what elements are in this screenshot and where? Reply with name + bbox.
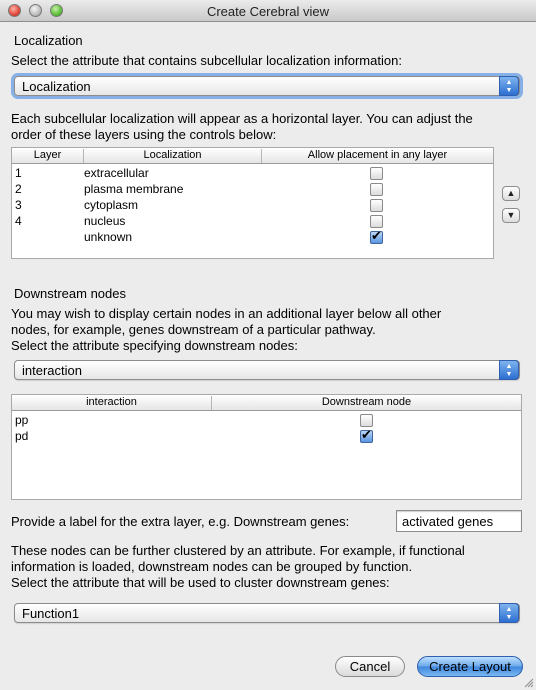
downstream-nodes-table[interactable] bbox=[11, 394, 522, 500]
cluster-attribute-select[interactable] bbox=[14, 603, 520, 623]
table-header bbox=[12, 395, 521, 411]
cluster-select-value: Function1 bbox=[22, 606, 80, 621]
layer-number: 1 bbox=[15, 166, 22, 180]
localization-name: unknown bbox=[84, 230, 133, 244]
cluster-prompt: Select the attribute that will be used to cluster downstream genes: bbox=[11, 575, 390, 590]
localization-name: nucleus bbox=[84, 214, 126, 228]
interaction-value: pp bbox=[15, 413, 29, 427]
allow-placement-checkbox[interactable] bbox=[370, 215, 383, 228]
column-header-interaction[interactable]: interaction bbox=[12, 396, 212, 410]
table-row[interactable] bbox=[12, 213, 493, 229]
triangle-down-icon: ▼ bbox=[506, 210, 516, 220]
triangle-up-icon: ▲ bbox=[506, 188, 516, 198]
table-row[interactable] bbox=[12, 165, 493, 181]
column-header-localization[interactable]: Localization bbox=[84, 149, 262, 163]
table-row[interactable] bbox=[12, 428, 521, 444]
cluster-desc-2: information is loaded, downstream nodes can be grouped by function. bbox=[11, 559, 413, 574]
table-row[interactable] bbox=[12, 197, 493, 213]
allow-placement-checkbox[interactable] bbox=[370, 199, 383, 212]
downstream-heading: Downstream nodes bbox=[14, 286, 126, 301]
resize-grip-icon[interactable] bbox=[523, 677, 534, 688]
window-title: Create Cerebral view bbox=[206, 4, 330, 19]
localization-name: plasma membrane bbox=[84, 182, 184, 196]
title-bar[interactable] bbox=[0, 0, 536, 22]
table-row[interactable] bbox=[12, 181, 493, 197]
layer-number: 3 bbox=[15, 198, 22, 212]
table-header bbox=[12, 148, 493, 164]
move-layer-down-button[interactable] bbox=[502, 208, 520, 223]
downstream-desc-2: nodes, for example, genes downstream of a particular pathway. bbox=[11, 322, 376, 337]
move-layer-up-button[interactable] bbox=[502, 186, 520, 201]
downstream-select-value: interaction bbox=[22, 363, 82, 378]
localization-layers-table[interactable] bbox=[11, 147, 494, 259]
cancel-button[interactable]: Cancel bbox=[335, 656, 405, 677]
layer-number: 4 bbox=[15, 214, 22, 228]
cluster-desc-1: These nodes can be further clustered by an attribute. For example, if functional bbox=[11, 543, 465, 558]
localization-name: extracellular bbox=[84, 166, 149, 180]
localization-prompt: Select the attribute that contains subcellular localization information: bbox=[11, 53, 402, 68]
localization-desc-1: Each subcellular localization will appear as a horizontal layer. You can adjust the bbox=[11, 111, 473, 126]
table-row[interactable] bbox=[12, 229, 493, 245]
select-arrows-icon: ▲ ▼ bbox=[499, 603, 519, 623]
allow-placement-checkbox[interactable] bbox=[370, 231, 383, 244]
select-arrows-icon: ▲ ▼ bbox=[499, 360, 519, 380]
localization-select-value: Localization bbox=[22, 79, 91, 94]
downstream-prompt: Select the attribute specifying downstream nodes: bbox=[11, 338, 298, 353]
extra-layer-label-field[interactable] bbox=[396, 510, 522, 532]
localization-desc-2: order of these layers using the controls below: bbox=[11, 127, 277, 142]
localization-name: cytoplasm bbox=[84, 198, 139, 212]
allow-placement-checkbox[interactable] bbox=[370, 167, 383, 180]
layer-number: 2 bbox=[15, 182, 22, 196]
downstream-attribute-select[interactable] bbox=[14, 360, 520, 380]
extra-layer-label-prompt: Provide a label for the extra layer, e.g. Downstream genes: bbox=[11, 514, 350, 529]
interaction-value: pd bbox=[15, 429, 29, 443]
select-arrows-icon: ▲ ▼ bbox=[499, 76, 519, 96]
column-header-layer[interactable]: Layer bbox=[12, 149, 84, 163]
localization-heading: Localization bbox=[14, 33, 83, 48]
create-layout-button[interactable]: Create Layout bbox=[417, 656, 523, 677]
localization-attribute-select[interactable] bbox=[14, 76, 520, 96]
table-row[interactable] bbox=[12, 412, 521, 428]
allow-placement-checkbox[interactable] bbox=[370, 183, 383, 196]
column-header-allow-placement[interactable]: Allow placement in any layer bbox=[307, 149, 448, 161]
downstream-desc-1: You may wish to display certain nodes in an additional layer below all other bbox=[11, 306, 442, 321]
column-header-downstream-node[interactable]: Downstream node bbox=[321, 396, 412, 408]
extra-layer-label-input[interactable] bbox=[397, 511, 521, 531]
downstream-node-checkbox[interactable] bbox=[360, 430, 373, 443]
downstream-node-checkbox[interactable] bbox=[360, 414, 373, 427]
